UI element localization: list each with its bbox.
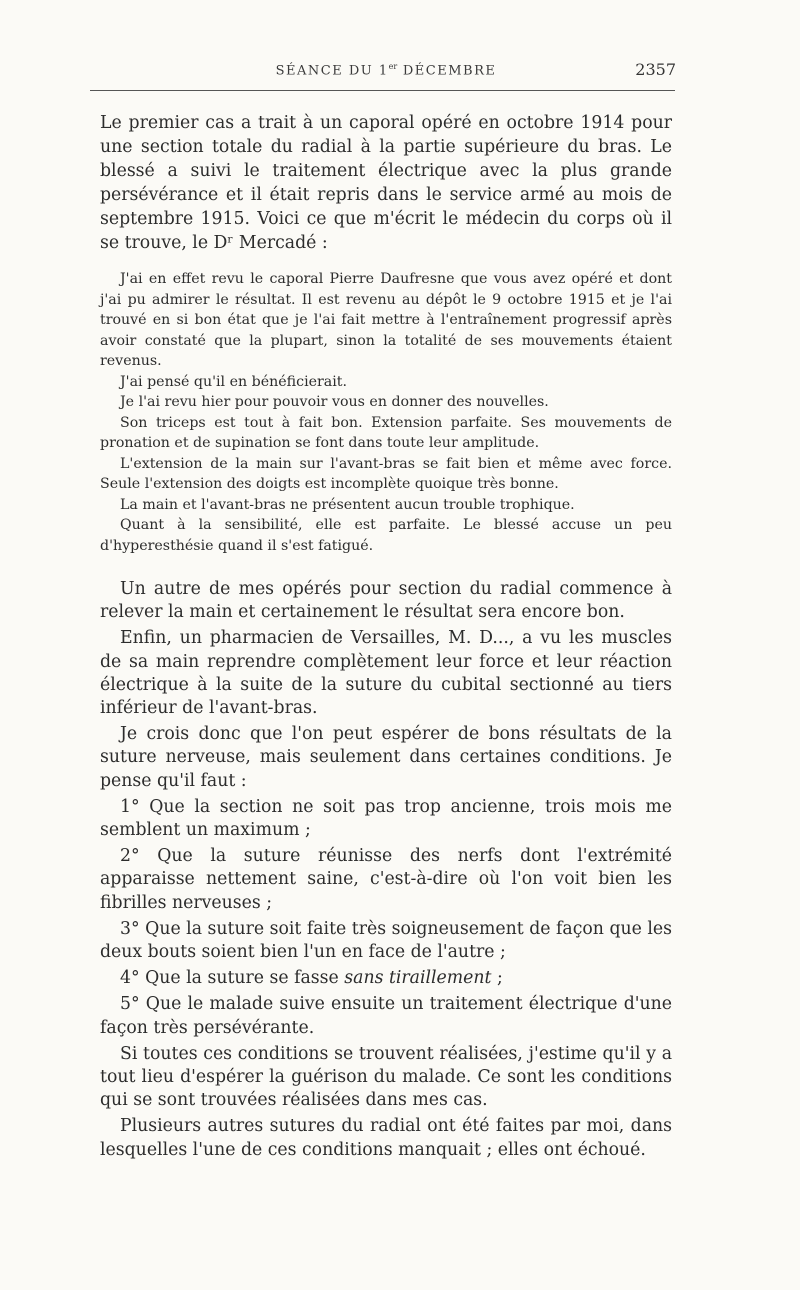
condition-item: 4° Que la suture se fasse sans tiraillement ;	[120, 968, 503, 989]
page-number: 2357	[635, 60, 676, 79]
quote-paragraph: Quant à la sensibilité, elle est parfaite. Le blessé accuse un peu d'hyperesthésie quand il s'est fatigué.	[100, 517, 672, 554]
quote-paragraph: Je l'ai revu hier pour pouvoir vous en donner des nouvelles.	[120, 394, 549, 410]
main-text	[100, 578, 672, 1162]
header-rule	[90, 90, 675, 91]
paragraph: Un autre de mes opérés pour section du radial commence à relever la main et certainement le résultat sera encore bon.	[100, 579, 672, 623]
quote-paragraph: La main et l'avant-bras ne présentent aucun trouble trophique.	[120, 496, 575, 513]
quote-paragraph: Son triceps est tout à fait bon. Extension parfaite. Ses mouvements de pronation et de supination se font dans toute leur amplitude.	[100, 414, 672, 451]
condition-item: 2° Que la suture réunisse des nerfs dont l'extrémité apparaisse nettement saine, c'est-à-dire où l'on voit bien les fibrilles nerveuses ;	[100, 846, 672, 913]
condition-item: 1° Que la section ne soit pas trop ancienne, trois mois me semblent un maximum ;	[100, 796, 672, 841]
running-header	[100, 58, 676, 84]
letter-quote	[100, 269, 672, 556]
paragraph: Enfin, un pharmacien de Versailles, M. D..., a vu les muscles de sa main reprendre complètement leur force et leur réaction électrique à la suite de la suture du cubital sectionné au tiers inférieur de l'avant-bras.	[100, 628, 672, 719]
condition-item: 3° Que la suture soit faite très soigneusement de façon que les deux bouts soient bien l'un en face de l'autre ;	[100, 918, 672, 963]
header-title: SÉANCE DU 1er DÉCEMBRE	[275, 62, 497, 79]
paragraph: Plusieurs autres sutures du radial ont été faites par moi, dans lesquelles l'une de ces conditions manquait ; elles ont échoué.	[100, 1116, 672, 1160]
paragraph: Je crois donc que l'on peut espérer de bons résultats de la suture nerveuse, mais seulement dans certaines conditions. Je pense qu'il faut :	[100, 724, 672, 791]
quote-paragraph: L'extension de la main sur l'avant-bras se fait bien et même avec force. Seule l'extension des doigts est incomplète quoique très bonne.	[100, 455, 672, 492]
intro-paragraph: Le premier cas a trait à un caporal opéré en octobre 1914 pour une section totale du radial à la partie supérieure du bras. Le blessé a suivi le traitement électrique avec la plus grande persévérance et il était repris dans le service armé au mois de septembre 1915. Voici ce que m'écrit le médecin du corps où il se trouve, le Dʳ Mercadé :	[100, 113, 672, 253]
condition-item: 5° Que le malade suive ensuite un traitement électrique d'une façon très persévérante.	[100, 994, 672, 1038]
quote-paragraph: J'ai pensé qu'il en bénéficierait.	[120, 373, 347, 390]
quote-paragraph: J'ai en effet revu le caporal Pierre Daufresne que vous avez opéré et dont j'ai pu admirer le résultat. Il est revenu au dépôt le 9 octobre 1915 et je l'ai trouvé en si bon état que je l'ai fait mettre à l'entraînement progressif après avoir constaté que la plupart, sinon la totalité de ses mouvements étaient revenus.	[100, 271, 672, 369]
paragraph: Si toutes ces conditions se trouvent réalisées, j'estime qu'il y a tout lieu d'espérer la guérison du malade. Ce sont les conditions qui se sont trouvées réalisées dans mes cas.	[100, 1043, 672, 1111]
page	[100, 58, 676, 1162]
